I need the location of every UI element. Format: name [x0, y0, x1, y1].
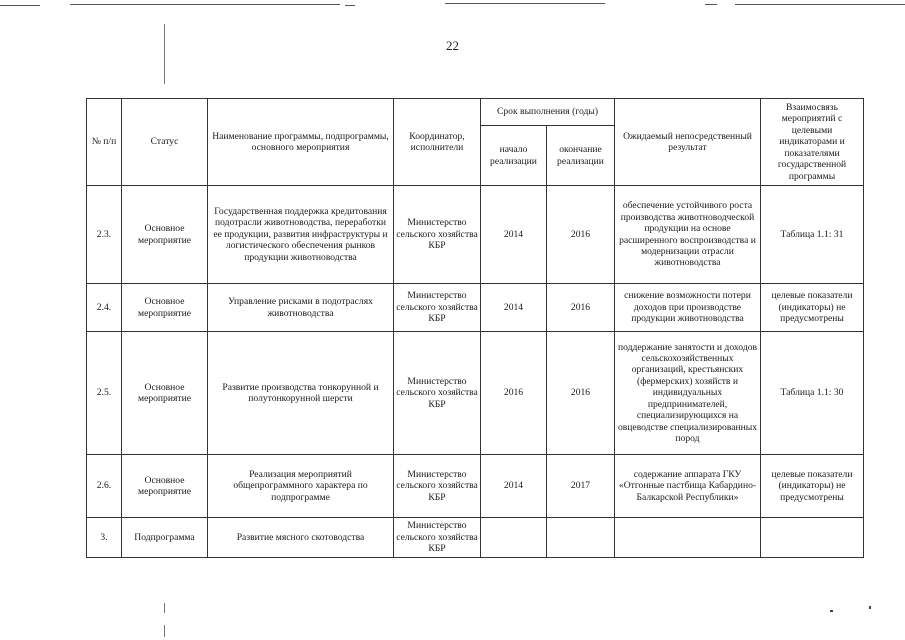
table-row: [87, 332, 864, 455]
row-coordinator: Министерство сельского хозяйства КБР: [394, 332, 481, 455]
row-num: 2.5.: [87, 332, 122, 455]
scan-artifact-line: [705, 4, 717, 5]
header-coordinator: Координатор, исполнители: [394, 99, 481, 186]
row-status: Подпрограмма: [122, 518, 208, 558]
scan-artifact-line: [70, 4, 340, 5]
row-name: Государственная поддержка кредитования подотрасли животноводства, переработки ее продукции, развития инфраструктуры и логистического обеспечения рынков продукции животноводства: [208, 186, 394, 284]
row-result: [615, 518, 761, 558]
table-row: [87, 186, 864, 284]
header-row: [87, 99, 864, 126]
row-result: обеспечение устойчивого роста производства животноводческой продукции на основе расширенного воспроизводства и модернизации отрасли животноводства: [615, 186, 761, 284]
scan-artifact-line: [735, 4, 905, 5]
header-status: Статус: [122, 99, 208, 186]
scan-artifact-mark: [164, 603, 165, 613]
row-link: целевые показатели (индикаторы) не предусмотрены: [761, 455, 864, 518]
row-end: 2016: [547, 284, 615, 332]
row-coordinator: Министерство сельского хозяйства КБР: [394, 186, 481, 284]
scan-artifact-dot: [869, 606, 871, 609]
header-term: Срок выполнения (годы): [481, 99, 615, 126]
row-num: 2.4.: [87, 284, 122, 332]
scan-artifact-mark: [164, 24, 165, 84]
row-end: 2017: [547, 455, 615, 518]
table-row: [87, 455, 864, 518]
row-num: 2.6.: [87, 455, 122, 518]
row-num: 3.: [87, 518, 122, 558]
row-end: [547, 518, 615, 558]
row-start: 2014: [481, 455, 547, 518]
row-link: целевые показатели (индикаторы) не предусмотрены: [761, 284, 864, 332]
row-name: Развитие мясного скотоводства: [208, 518, 394, 558]
row-end: 2016: [547, 332, 615, 455]
row-name: Реализация мероприятий общепрограммного характера по подпрограмме: [208, 455, 394, 518]
row-num: 2.3.: [87, 186, 122, 284]
scan-artifact-line: [345, 5, 355, 6]
row-result: снижение возможности потери доходов при производстве продукции животноводства: [615, 284, 761, 332]
row-name: Развитие производства тонкорунной и полутонкорунной шерсти: [208, 332, 394, 455]
scan-artifact-line: [0, 5, 40, 6]
row-status: Основное мероприятие: [122, 284, 208, 332]
table-row: [87, 518, 864, 558]
header-start: начало реализации: [481, 126, 547, 186]
row-start: 2014: [481, 186, 547, 284]
table-row: [87, 284, 864, 332]
row-status: Основное мероприятие: [122, 332, 208, 455]
row-result: содержание аппарата ГКУ «Отгонные пастбища Кабардино-Балкарской Республики»: [615, 455, 761, 518]
scan-artifact-mark: [164, 625, 165, 637]
row-result: поддержание занятости и доходов сельскохозяйственных организаций, крестьянских (фермерских) хозяйств и индивидуальных предпринимателей, специализирующихся на овцеводстве специализированных пород: [615, 332, 761, 455]
row-coordinator: Министерство сельского хозяйства КБР: [394, 455, 481, 518]
row-coordinator: Министерство сельского хозяйства КБР: [394, 518, 481, 558]
row-coordinator: Министерство сельского хозяйства КБР: [394, 284, 481, 332]
row-status: Основное мероприятие: [122, 186, 208, 284]
row-link: [761, 518, 864, 558]
row-end: 2016: [547, 186, 615, 284]
scan-artifact-line: [445, 3, 605, 4]
program-table: [86, 98, 864, 558]
row-start: 2016: [481, 332, 547, 455]
header-link: Взаимосвязь мероприятий с целевыми индикаторами и показателями государственной программы: [761, 99, 864, 186]
row-start: [481, 518, 547, 558]
row-status: Основное мероприятие: [122, 455, 208, 518]
page-number: 22: [446, 38, 459, 53]
row-name: Управление рисками в подотраслях животноводства: [208, 284, 394, 332]
header-name: Наименование программы, подпрограммы, основного мероприятия: [208, 99, 394, 186]
row-link: Таблица 1.1: 31: [761, 186, 864, 284]
row-link: Таблица 1.1: 30: [761, 332, 864, 455]
header-result: Ожидаемый непосредственный результат: [615, 99, 761, 186]
header-end: окончание реализации: [547, 126, 615, 186]
header-num: № п/п: [87, 99, 122, 186]
scan-artifact-dot: [830, 610, 833, 612]
row-start: 2014: [481, 284, 547, 332]
